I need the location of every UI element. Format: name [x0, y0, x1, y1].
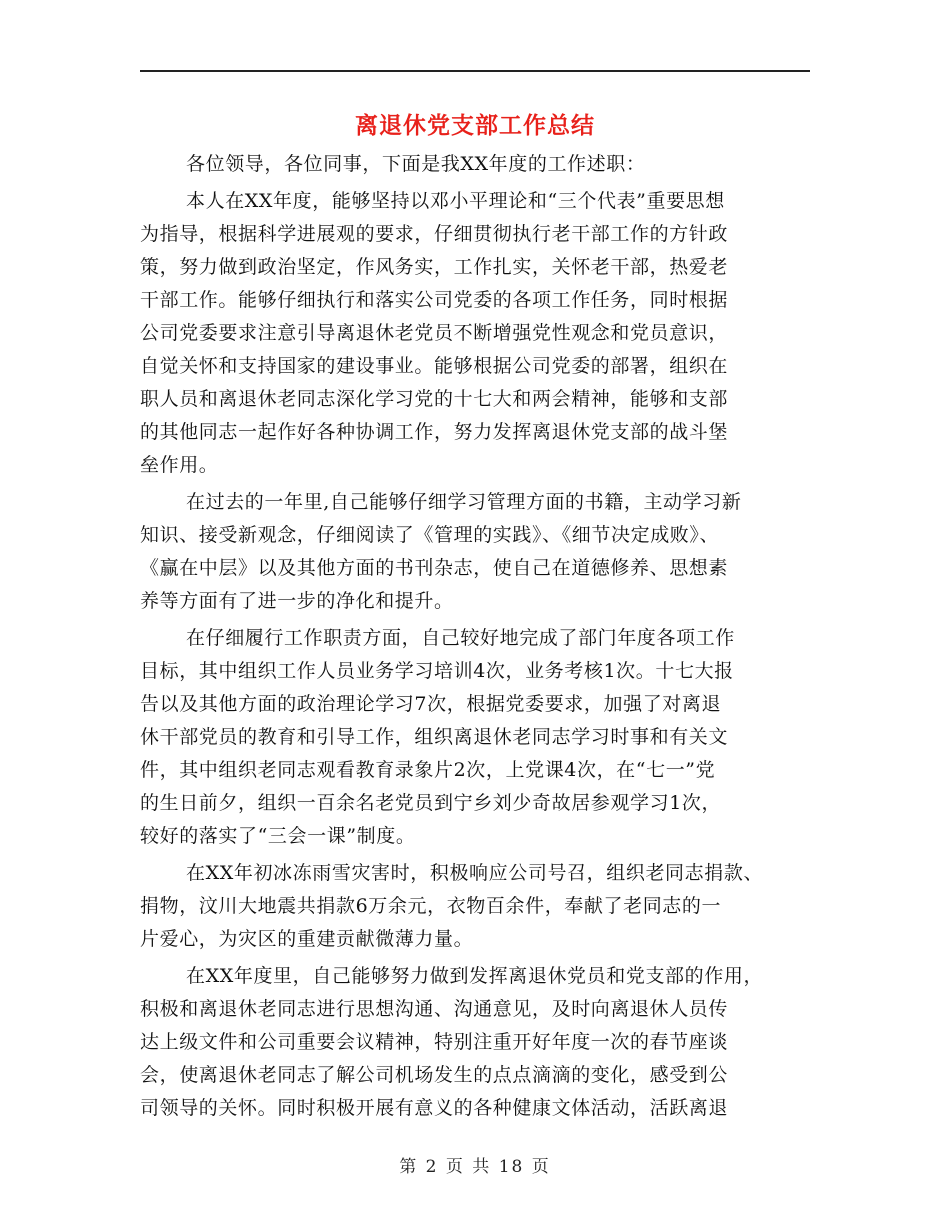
text-line: 垒作用。 [140, 454, 219, 476]
text-line: 休干部党员的教育和引导工作，组织离退休老同志学习时事和有关文 [140, 726, 729, 748]
document-body [140, 148, 812, 1125]
text-line: 会，使离退休老同志了解公司机场发生的点点滴滴的变化，感受到公 [140, 1064, 729, 1086]
text-line: 捐物，汶川大地震共捐款6万余元，衣物百余件，奉献了老同志的一 [140, 895, 722, 917]
text-line: 在过去的一年里,自己能够仔细学习管理方面的书籍，主动学习新 [186, 491, 742, 513]
text-line: 养等方面有了进一步的净化和提升。 [140, 590, 454, 612]
text-line: 知识、接受新观念，仔细阅读了《管理的实践》、《细节决定成败》、 [140, 524, 720, 546]
text-line: 本人在XX年度，能够坚持以邓小平理论和“三个代表”重要思想 [186, 190, 725, 212]
text-line: 职人员和离退休老同志深化学习党的十七大和两会精神，能够和支部 [140, 388, 729, 410]
paragraph [140, 148, 812, 181]
text-line: 积极和离退休老同志进行思想沟通、沟通意见，及时向离退休人员传 [140, 998, 729, 1020]
text-line: 为指导，根据科学进展观的要求，仔细贯彻执行老干部工作的方针政 [140, 223, 729, 245]
paragraph [140, 622, 812, 853]
document-title: 离退休党支部工作总结 [355, 112, 595, 139]
text-line: 达上级文件和公司重要会议精神，特别注重开好年度一次的春节座谈 [140, 1031, 729, 1053]
paragraph [140, 960, 812, 1125]
text-line: 《赢在中层》以及其他方面的书刊杂志，使自己在道德修养、思想素 [140, 557, 729, 579]
text-line: 的其他同志一起作好各种协调工作，努力发挥离退休党支部的战斗堡 [140, 421, 729, 443]
text-line: 在仔细履行工作职责方面，自己较好地完成了部门年度各项工作 [186, 627, 735, 649]
text-line: 较好的落实了“三会一课”制度。 [140, 825, 416, 847]
text-line: 公司党委要求注意引导离退休老党员不断增强党性观念和党员意识， [140, 322, 729, 344]
text-line: 的生日前夕，组织一百余名老党员到宁乡刘少奇故居参观学习1次， [140, 792, 722, 814]
page-number-footer: 第 2 页 共 18 页 [399, 1157, 551, 1177]
text-line: 在XX年度里，自己能够努力做到发挥离退休党员和党支部的作用， [186, 965, 764, 987]
text-line: 件，其中组织老同志观看教育录象片2次，上党课4次，在“七一”党 [140, 759, 716, 781]
text-line: 司领导的关怀。同时积极开展有意义的各种健康文体活动，活跃离退 [140, 1097, 729, 1119]
text-line: 告以及其他方面的政治理论学习7次，根据党委要求，加强了对离退 [140, 693, 722, 715]
text-line: 在XX年初冰冻雨雪灾害时，积极响应公司号召，组织老同志捐款、 [186, 862, 764, 884]
text-line: 各位领导，各位同事，下面是我XX年度的工作述职： [186, 153, 646, 175]
text-line: 片爱心，为灾区的重建贡献微薄力量。 [140, 928, 474, 950]
paragraph [140, 486, 812, 618]
text-line: 策，努力做到政治坚定，作风务实，工作扎实，关怀老干部，热爱老 [140, 256, 729, 278]
text-line: 自觉关怀和支持国家的建设事业。能够根据公司党委的部署，组织在 [140, 355, 729, 377]
paragraph [140, 185, 812, 482]
text-line: 干部工作。能够仔细执行和落实公司党委的各项工作任务，同时根据 [140, 289, 729, 311]
text-line: 目标，其中组织工作人员业务学习培训4次，业务考核1次。十七大报 [140, 660, 734, 682]
paragraph [140, 857, 812, 956]
header-rule [140, 70, 810, 72]
